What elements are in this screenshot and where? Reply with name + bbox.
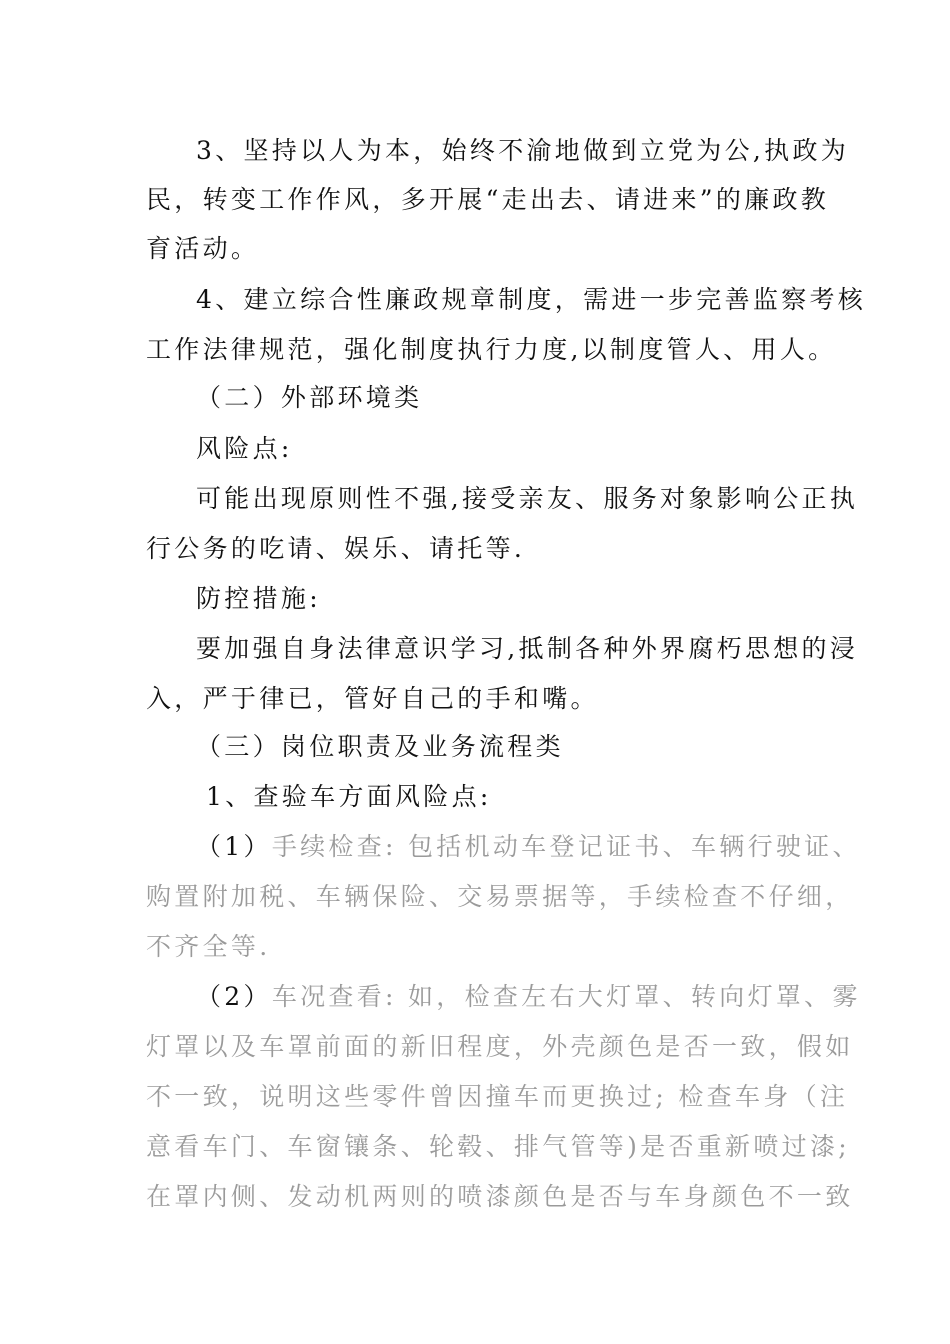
paragraph-line: 3、坚持以人为本，始终不渝地做到立党为公,执政为: [196, 136, 850, 165]
item-text: 手续检查: 包括机动车登记证书、车辆行驶证、: [271, 832, 861, 861]
paragraph-line: [196, 980, 861, 1014]
paragraph-line: 灯罩以及车罩前面的新旧程度，外壳颜色是否一致，假如: [146, 1032, 854, 1061]
paragraph-line: 行公务的吃请、娱乐、请托等.: [146, 534, 526, 563]
paragraph-line: 不一致，说明这些零件曾因撞车而更换过; 检查车身（注: [146, 1082, 849, 1111]
paragraph-line: 可能出现原则性不强,接受亲友、服务对象影响公正执: [196, 484, 859, 513]
paragraph-line: 入，严于律已，管好自己的手和嘴。: [146, 684, 599, 713]
paragraph-line: 民，转变工作作风，多开展“走出去、请进来”的廉政教: [146, 185, 830, 214]
item-number: （1）: [196, 832, 272, 861]
paragraph-line: 购置附加税、车辆保险、交易票据等，手续检查不仔细，: [146, 882, 854, 911]
paragraph-line: 要加强自身法律意识学习,抵制各种外界腐朽思想的浸: [196, 634, 859, 663]
paragraph-line: 工作法律规范，强化制度执行力度,以制度管人、用人。: [146, 335, 837, 364]
paragraph-line: [196, 830, 861, 864]
paragraph-line: 育活动。: [146, 234, 260, 263]
section-heading: （二）外部环境类: [196, 383, 423, 412]
paragraph-line: 不齐全等.: [146, 932, 271, 961]
item-number: （2）: [196, 982, 272, 1011]
paragraph-line: 意看车门、车窗镶条、轮毂、排气管等)是否重新喷过漆;: [146, 1132, 850, 1161]
item-text: 车况查看: 如，检查左右大灯罩、转向灯罩、雾: [271, 982, 861, 1011]
paragraph-line: 在罩内侧、发动机两则的喷漆颜色是否与车身颜色不一致: [146, 1182, 854, 1211]
section-heading: （三）岗位职责及业务流程类: [196, 732, 564, 761]
subheading: 风险点:: [196, 434, 293, 463]
subheading: 1、查验车方面风险点:: [206, 782, 492, 811]
subheading: 防控措施:: [196, 584, 321, 613]
paragraph-line: 4、建立综合性廉政规章制度，需进一步完善监察考核: [196, 285, 867, 314]
